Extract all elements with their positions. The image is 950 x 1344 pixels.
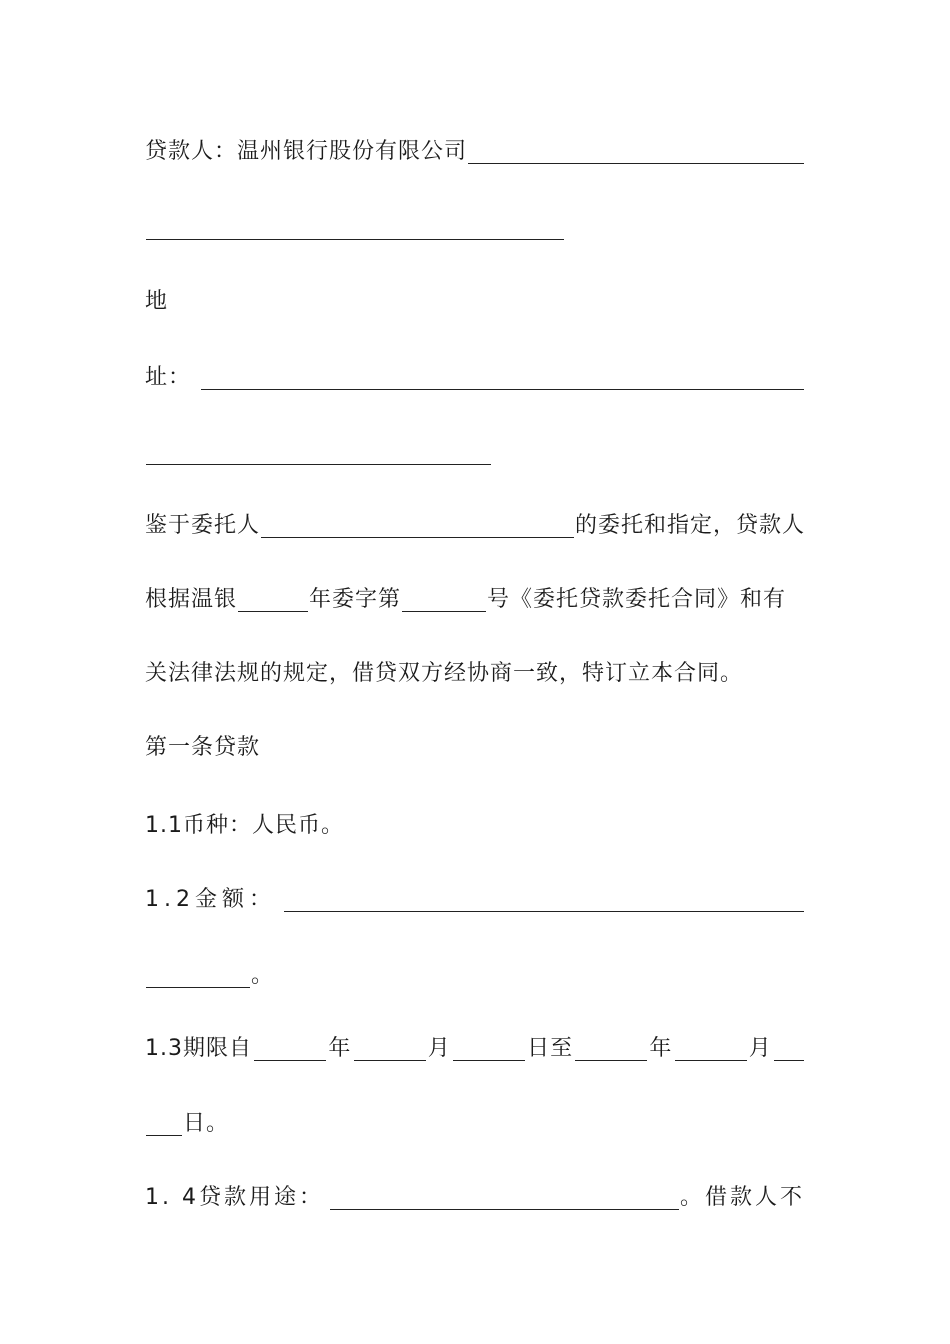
address-blank xyxy=(201,367,804,390)
intro-line-2 xyxy=(145,582,805,618)
intro-text-2: 的委托和指定，贷款人 xyxy=(574,513,805,538)
item-1-3-label: 1.3期限自 xyxy=(145,1036,252,1061)
start-year-blank xyxy=(254,1038,326,1061)
start-year-label: 年 xyxy=(328,1036,352,1061)
intro-text-5: 号《委托贷款委托合同》和有 xyxy=(487,587,787,612)
item-1-1-text: 1.1币种：人民币。 xyxy=(145,813,344,838)
end-month-blank xyxy=(675,1038,747,1061)
end-year-blank xyxy=(575,1038,647,1061)
address-label-line xyxy=(145,284,805,320)
intro-text-1: 鉴于委托人 xyxy=(145,513,261,538)
end-year-label: 年 xyxy=(649,1036,673,1061)
end-day-label: 日。 xyxy=(183,1111,230,1136)
item-1-4-label: 1. 4贷款用途： xyxy=(145,1185,324,1210)
article-1-title-line xyxy=(145,730,805,766)
intro-text-6: 关法律法规的规定，借贷双方经协商一致，特订立本合同。 xyxy=(145,661,744,686)
amount-continuation-blank xyxy=(146,965,250,988)
lender-name: 温州银行股份有限公司 xyxy=(237,139,468,164)
intro-text-3: 根据温银 xyxy=(145,587,238,612)
end-day-blank-part2 xyxy=(146,1113,182,1136)
start-day-blank xyxy=(453,1038,525,1061)
intro-line-1 xyxy=(145,508,805,544)
amount-end: 。 xyxy=(251,963,275,988)
amount-continuation-line xyxy=(145,958,805,994)
item-1-3-line xyxy=(145,1031,805,1067)
address-continuation-blank xyxy=(146,442,491,465)
address-label-part1: 地 xyxy=(145,289,169,314)
amount-blank xyxy=(284,889,804,912)
address-label-part2: 址： xyxy=(145,365,192,390)
start-month-label: 月 xyxy=(427,1036,451,1061)
intro-line-3 xyxy=(145,656,805,692)
lender-label: 贷款人： xyxy=(145,139,238,164)
principal-blank xyxy=(261,515,574,538)
item-1-1-line xyxy=(145,808,805,844)
item-1-2-label: 1.2金额： xyxy=(145,887,276,912)
item-1-2-line xyxy=(145,882,805,918)
loan-purpose-blank xyxy=(330,1187,679,1210)
contract-year-blank xyxy=(238,589,308,612)
item-1-3-continuation-line xyxy=(145,1106,805,1142)
item-1-4-tail: 。借款人不 xyxy=(679,1185,805,1210)
intro-text-4: 年委字第 xyxy=(309,587,402,612)
end-month-label: 月 xyxy=(748,1036,772,1061)
item-1-4-line xyxy=(145,1180,805,1216)
address-continuation-line xyxy=(145,435,805,471)
lender-continuation-blank xyxy=(146,217,564,240)
lender-continuation-line xyxy=(145,210,805,246)
start-day-label: 日至 xyxy=(527,1036,574,1061)
lender-blank xyxy=(468,141,804,164)
lender-line xyxy=(145,134,805,170)
start-month-blank xyxy=(354,1038,426,1061)
contract-number-blank xyxy=(402,589,486,612)
end-day-blank-part1 xyxy=(774,1038,804,1061)
address-line xyxy=(145,360,805,396)
article-1-title: 第一条贷款 xyxy=(145,735,261,760)
